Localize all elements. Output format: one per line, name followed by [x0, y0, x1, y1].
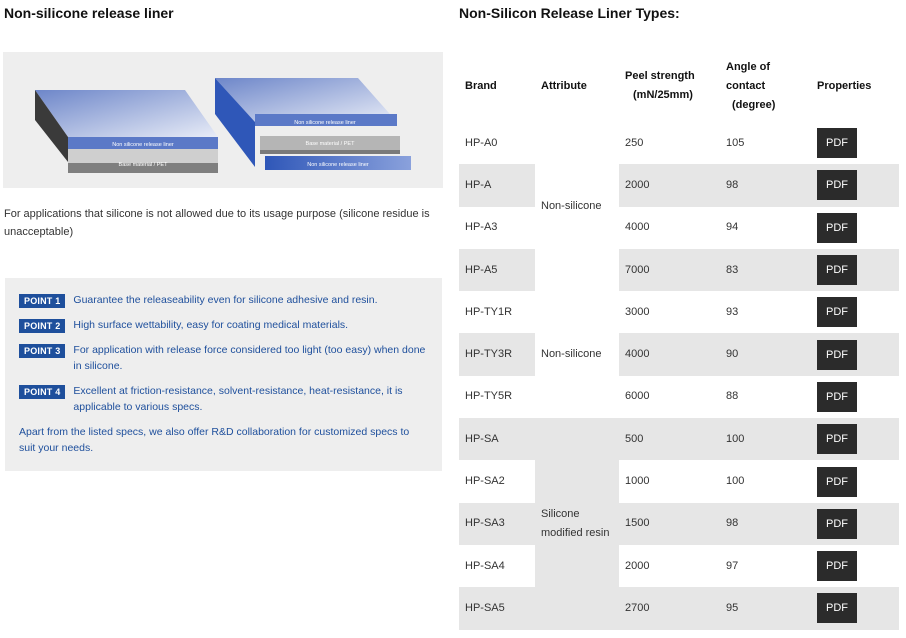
- cell-attribute-group3: [535, 418, 619, 629]
- cell-angle: 98: [720, 503, 811, 545]
- cell-peel: 2700: [619, 587, 720, 629]
- header-peel-strength: [619, 50, 720, 122]
- cell-peel: 4000: [625, 221, 650, 234]
- point-text: High surface wettability, easy for coating medical materials.: [73, 319, 349, 331]
- cell-properties: [811, 164, 899, 206]
- table-row: [459, 460, 899, 502]
- table-row: [459, 207, 899, 249]
- cell-brand: HP-SA3: [459, 503, 535, 545]
- table-row: [459, 376, 899, 418]
- pdf-button[interactable]: PDF: [817, 467, 857, 497]
- liner-types-table: [459, 50, 899, 630]
- left-section-title: Non-silicone release liner: [4, 5, 174, 21]
- cell-peel: 1500: [619, 503, 720, 545]
- right-layer-liner-bottom-label: Non silicone release liner: [307, 162, 369, 168]
- cell-properties: [811, 122, 899, 164]
- cell-properties: [811, 249, 899, 291]
- cell-brand: HP-SA4: [465, 559, 505, 572]
- point-text: For application with release force considered too light (too easy) when done in silicone.: [73, 344, 426, 372]
- pdf-button[interactable]: PDF: [817, 551, 857, 581]
- header-angle-of-contact: [720, 50, 811, 122]
- cell-peel: 2000: [619, 164, 720, 206]
- application-description: For applications that silicone is not allowed due to its usage purpose (silicone residue is unacceptable): [4, 208, 430, 238]
- cell-attribute-group2: Non-silicone: [535, 291, 619, 418]
- cell-properties: [811, 460, 899, 502]
- point-text: Excellent at friction-resistance, solvent-resistance, heat-resistance, it is applicable to various specs.: [73, 385, 403, 413]
- cell-properties: [811, 418, 899, 460]
- header-brand: Brand: [465, 79, 497, 92]
- cell-angle: 90: [720, 333, 811, 375]
- table-row: [459, 587, 899, 629]
- cell-brand: HP-SA: [459, 418, 535, 460]
- pdf-button[interactable]: PDF: [817, 593, 857, 623]
- release-liner-diagram: [3, 52, 443, 188]
- cell-peel: 250: [625, 136, 644, 149]
- cell-peel: 7000: [619, 249, 720, 291]
- table-row: [459, 333, 899, 375]
- table-row: [459, 503, 899, 545]
- cell-brand: HP-SA2: [465, 475, 505, 488]
- cell-angle: 97: [726, 559, 739, 572]
- header-properties: Properties: [817, 79, 872, 92]
- table-row: [459, 418, 899, 460]
- cell-brand: HP-A: [459, 164, 535, 206]
- cell-properties: [811, 587, 899, 629]
- cell-brand: HP-SA5: [459, 587, 535, 629]
- cell-peel: 6000: [625, 390, 650, 403]
- cell-peel: 1000: [625, 475, 650, 488]
- point-badge: POINT 3: [19, 344, 65, 358]
- pdf-button[interactable]: PDF: [817, 170, 857, 200]
- cell-brand: HP-TY5R: [465, 390, 513, 403]
- custom-specs-note: Apart from the listed specs, we also offer R&D collaboration for customized specs to suit your needs.: [19, 426, 410, 454]
- table-row: [459, 249, 899, 291]
- pdf-button[interactable]: PDF: [817, 340, 857, 370]
- pdf-button[interactable]: PDF: [817, 255, 857, 285]
- table-row: [459, 164, 899, 206]
- cell-angle: 98: [720, 164, 811, 206]
- header-peel-line1: Peel strength: [625, 70, 695, 82]
- header-angle-line3: (degree): [732, 98, 776, 111]
- cell-brand: HP-A0: [465, 136, 498, 149]
- cell-brand: HP-A3: [465, 221, 498, 234]
- cell-angle: 93: [726, 305, 739, 318]
- header-angle-line1: Angle of: [726, 60, 770, 73]
- header-angle-line2: contact: [726, 79, 766, 92]
- point-item: [19, 317, 428, 333]
- cell-peel: 3000: [625, 305, 650, 318]
- pdf-button[interactable]: PDF: [817, 297, 857, 327]
- cell-brand: HP-TY1R: [465, 305, 513, 318]
- pdf-button[interactable]: PDF: [817, 128, 857, 158]
- cell-angle: 105: [726, 136, 745, 149]
- point-text: Guarantee the releaseability even for silicone adhesive and resin.: [73, 294, 378, 306]
- point-item: [19, 292, 428, 308]
- cell-peel: 500: [619, 418, 720, 460]
- right-layer-base-label: Base material / PET: [305, 141, 355, 147]
- pdf-button[interactable]: PDF: [817, 213, 857, 243]
- point-badge: POINT 4: [19, 385, 65, 399]
- cell-properties: [811, 376, 899, 418]
- cell-angle: 95: [720, 587, 811, 629]
- table-header-row: [459, 50, 899, 122]
- point-badge: POINT 1: [19, 294, 65, 308]
- header-attribute: Attribute: [541, 79, 587, 92]
- left-layer-base-label: Base material / PET: [118, 162, 168, 168]
- table-row: [459, 545, 899, 587]
- point-badge: POINT 2: [19, 319, 65, 333]
- right-layer-liner-top-label: Non silicone release liner: [294, 120, 356, 126]
- cell-angle: 88: [726, 390, 739, 403]
- cell-properties: [811, 207, 899, 249]
- pdf-button[interactable]: PDF: [817, 509, 857, 539]
- table-row: [459, 122, 899, 164]
- cell-angle: 100: [720, 418, 811, 460]
- cell-attribute-group1: Non-silicone: [535, 122, 619, 291]
- cell-brand: HP-TY3R: [459, 333, 535, 375]
- cell-peel: 4000: [619, 333, 720, 375]
- point-item: [19, 342, 428, 374]
- points-panel: [5, 278, 442, 471]
- left-layer-base: [68, 149, 218, 163]
- cell-angle: 100: [726, 475, 745, 488]
- header-peel-line2: (mN/25mm): [633, 89, 693, 101]
- table-row: [459, 291, 899, 333]
- right-section-title: Non-Silicon Release Liner Types:: [459, 5, 680, 21]
- cell-properties: [811, 503, 899, 545]
- cell-angle: 83: [720, 249, 811, 291]
- attribute-group3-label: Silicone modified resin: [541, 507, 610, 539]
- left-layer-liner-label: Non silicone release liner: [112, 142, 174, 148]
- cell-brand: HP-A5: [459, 249, 535, 291]
- cell-angle: 94: [726, 221, 739, 234]
- pdf-button[interactable]: PDF: [817, 424, 857, 454]
- cell-peel: 2000: [625, 559, 650, 572]
- point-item: [19, 383, 428, 415]
- cell-properties: [811, 545, 899, 587]
- pdf-button[interactable]: PDF: [817, 382, 857, 412]
- cell-properties: [811, 333, 899, 375]
- cell-properties: [811, 291, 899, 333]
